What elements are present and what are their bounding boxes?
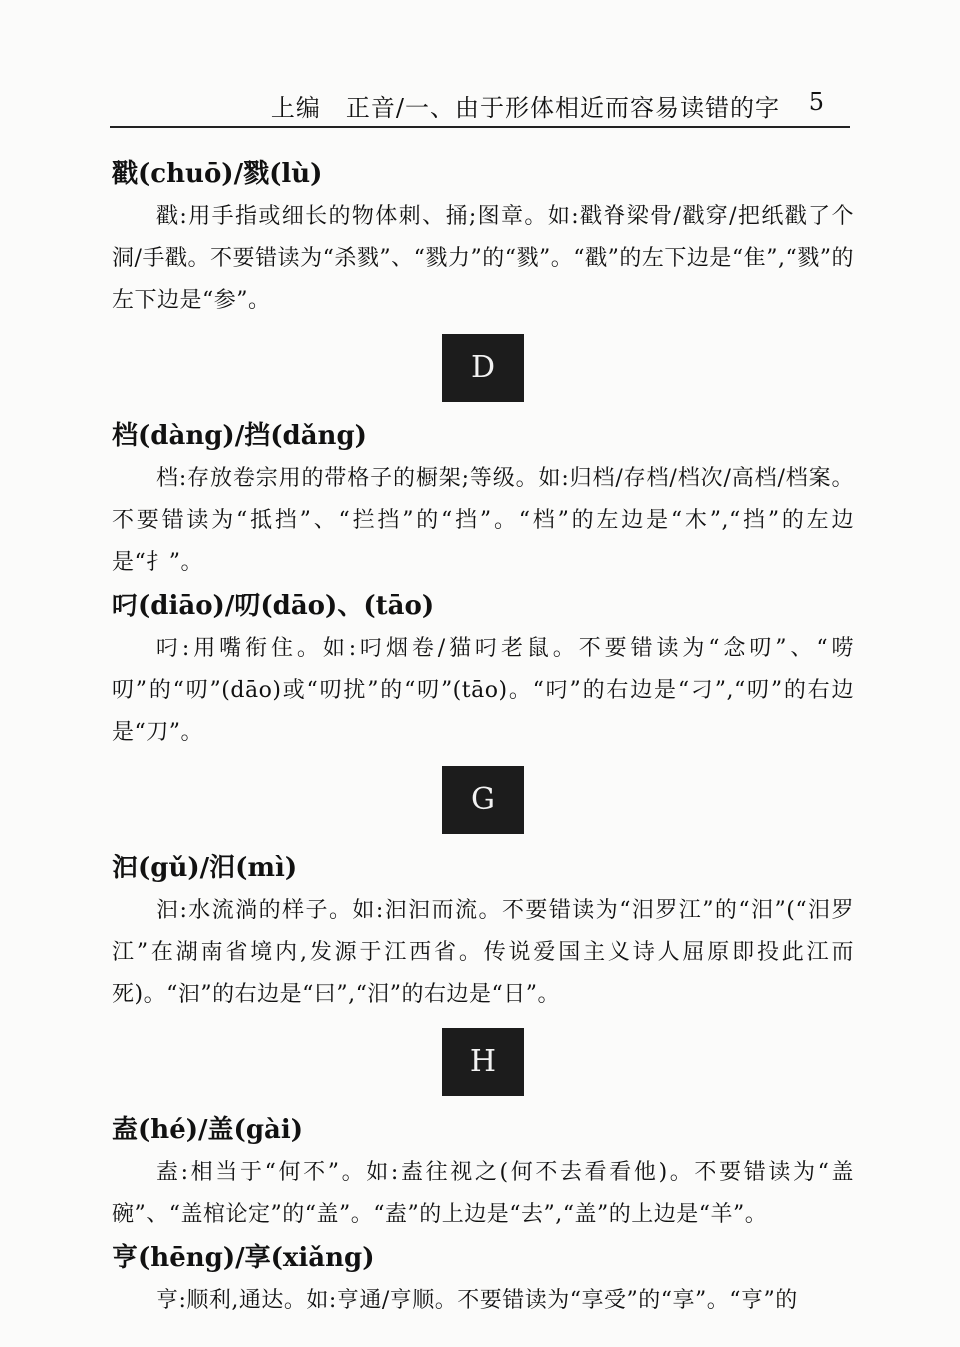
entry-heng: [112, 1236, 854, 1322]
entry-definition: 戳:用手指或细长的物体刺、捅;图章。如:戳脊梁骨/戳穿/把纸戳了个洞/手戳。不要错读为“杀戮”、“戮力”的“戮”。“戳”的左下边是“隹”,“戮”的左下边是“参”。: [112, 204, 854, 313]
page-number: 5: [808, 88, 824, 116]
entry-he: [112, 1108, 854, 1236]
entry-dang: [112, 414, 854, 584]
letter-badge: D: [442, 334, 524, 402]
entry-diao: [112, 584, 854, 754]
section-letter-d: [112, 334, 854, 402]
page-content: [112, 152, 854, 1322]
entry-definition: 档:存放卷宗用的带格子的橱架;等级。如:归档/存档/档次/高档/档案。不要错读为“抵挡”、“拦挡”的“挡”。“档”的左边是“木”,“挡”的左边是“扌”。: [112, 466, 854, 575]
page-header: [110, 88, 850, 128]
entry-headword: 叼(diāo)/叨(dāo)、(tāo): [112, 591, 435, 621]
entry-definition: 汩:水流淌的样子。如:汩汩而流。不要错读为“汨罗江”的“汨”(“汨罗江”在湖南省境内,发源于江西省。传说爱国主义诗人屈原即投此江而死)。“汩”的右边是“曰”,“汨”的右边是“日”。: [112, 898, 854, 1007]
entry-chuo: [112, 152, 854, 322]
section-letter-g: [112, 766, 854, 834]
section-letter-h: [112, 1028, 854, 1096]
entry-headword: 戳(chuō)/戮(lù): [112, 159, 323, 189]
entry-headword: 汩(gǔ)/汨(mì): [112, 853, 298, 883]
entry-definition: 盍:相当于“何不”。如:盍往视之(何不去看看他)。不要错读为“盖碗”、“盖棺论定”的“盖”。“盍”的上边是“去”,“盖”的上边是“羊”。: [112, 1160, 854, 1227]
letter-badge: H: [442, 1028, 524, 1096]
entry-definition: 亨:顺利,通达。如:亨通/亨顺。不要错读为“享受”的“享”。“亨”的: [156, 1288, 798, 1313]
letter-badge: G: [442, 766, 524, 834]
entry-definition: 叼:用嘴衔住。如:叼烟卷/猫叼老鼠。不要错读为“念叨”、“唠叨”的“叨”(dāo)或“叨扰”的“叨”(tāo)。“叼”的右边是“刁”,“叨”的右边是“刀”。: [112, 636, 854, 745]
entry-headword: 档(dàng)/挡(dǎng): [112, 421, 367, 451]
running-title: 上编 正音/一、由于形体相近而容易读错的字: [270, 94, 780, 122]
entry-gu: [112, 846, 854, 1016]
entry-headword: 盍(hé)/盖(gài): [112, 1115, 304, 1145]
entry-headword: 亨(hēng)/享(xiǎng): [112, 1243, 375, 1273]
